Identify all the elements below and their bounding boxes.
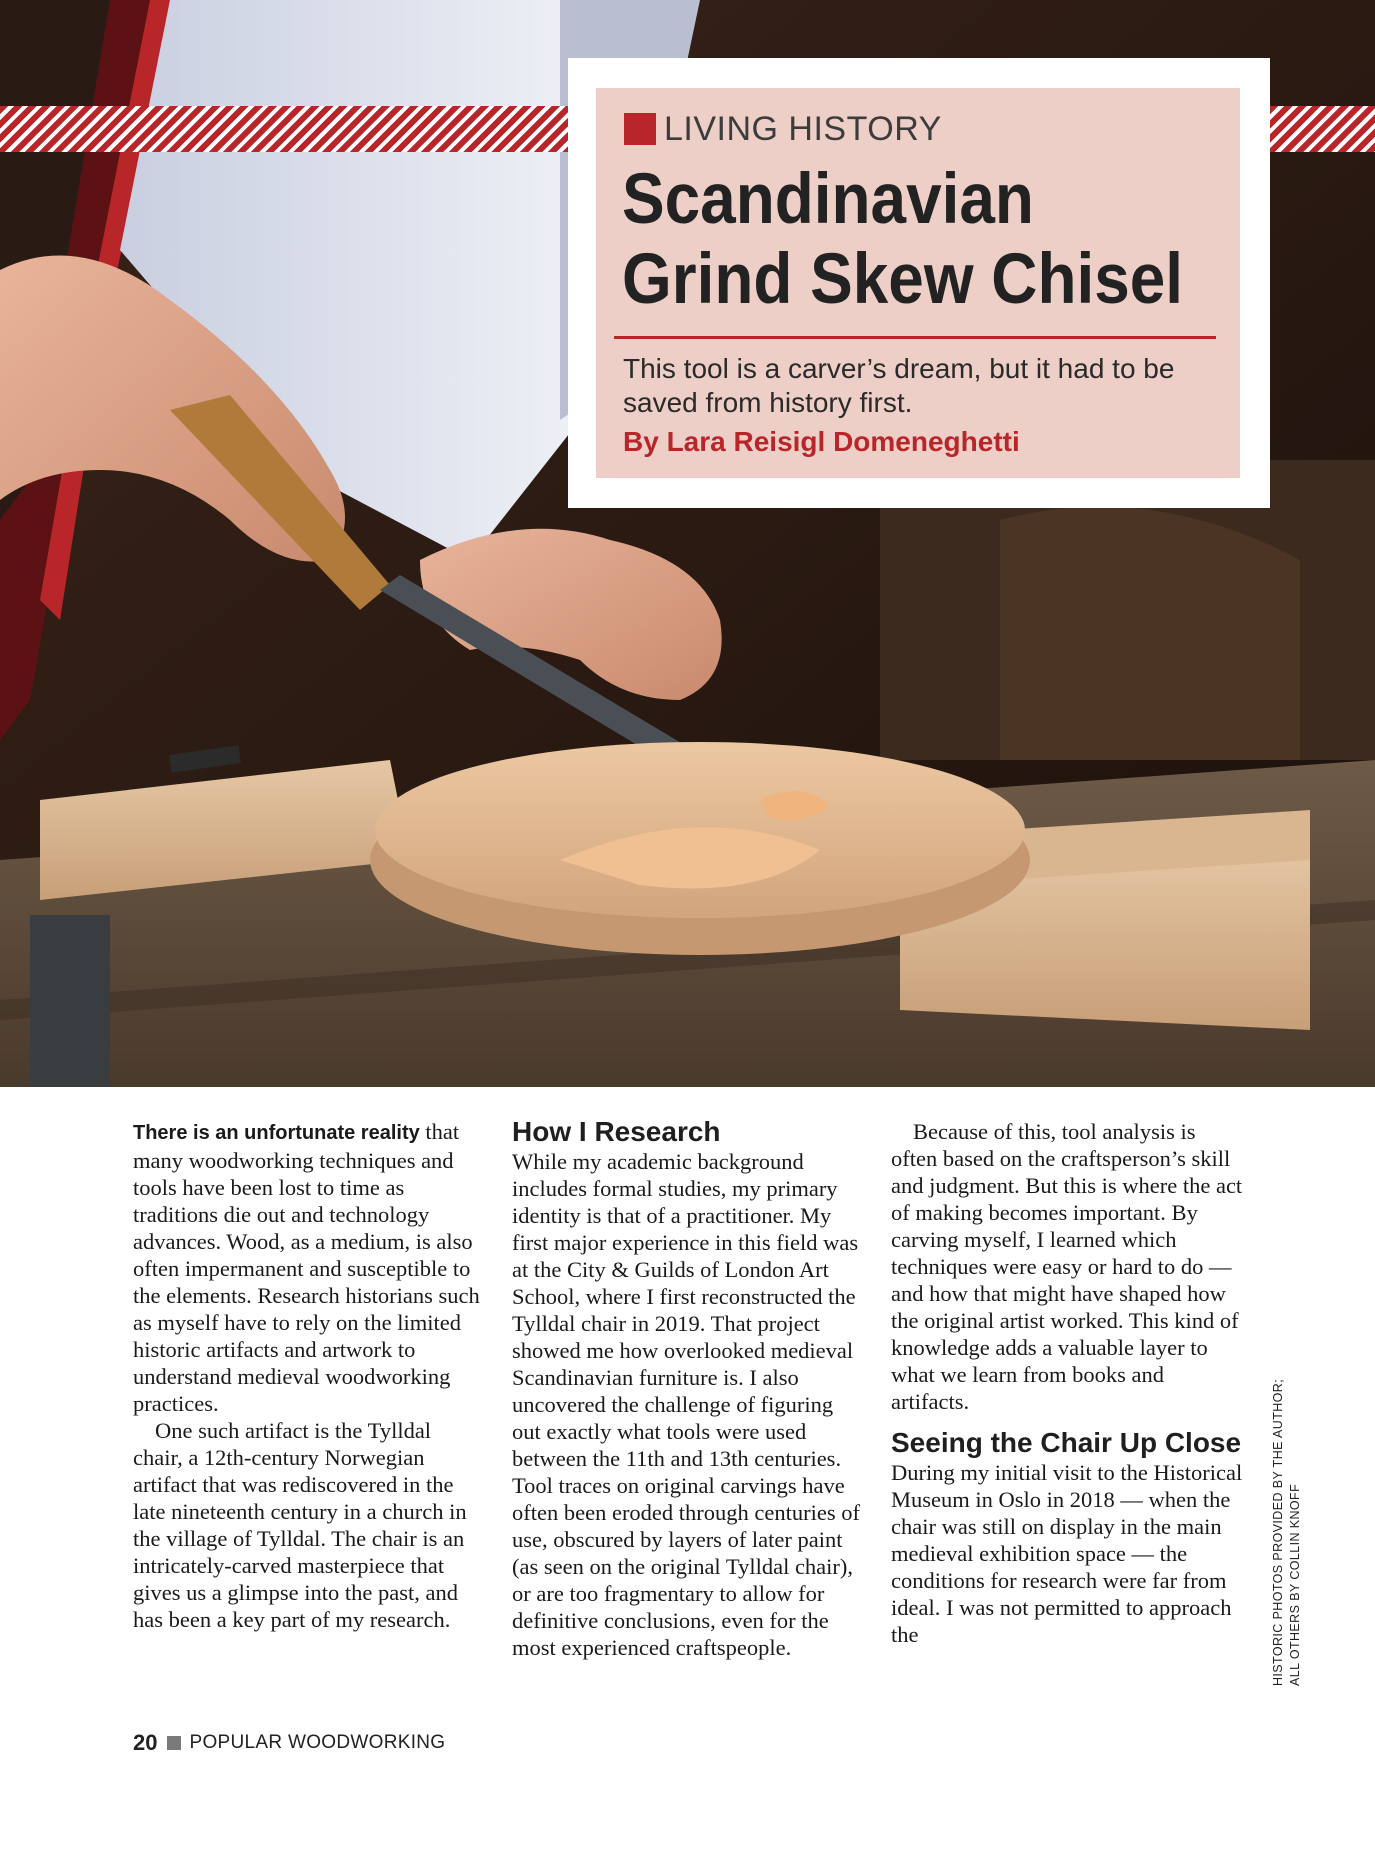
article-headline xyxy=(622,160,1184,320)
article-dek: This tool is a carver’s dream, but it had to be saved from history first. xyxy=(623,353,1175,418)
magazine-name: POPULAR WOODWORKING xyxy=(189,1732,446,1753)
section-kicker xyxy=(624,109,942,148)
title-divider xyxy=(614,336,1216,339)
column3-paragraph-2: During my initial visit to the Historical Museum in Oslo in 2018 — when the chair was still on display in the main medieval exhibition space — the conditions for research were far from ideal. I was not permitted to approach the xyxy=(891,1460,1243,1647)
headline-line-1: Scandinavian xyxy=(622,160,1034,239)
photo-credit xyxy=(1270,1379,1304,1686)
photo-credit-line-2: ALL OTHERS BY COLLIN KNOFF xyxy=(1288,1483,1302,1686)
article-byline: By Lara Reisigl Domeneghetti xyxy=(623,426,1020,457)
page-number: 20 xyxy=(133,1730,158,1755)
body-column-1 xyxy=(133,1118,485,1633)
column3-paragraph-1: Because of this, tool analysis is often based on the craftsperson’s skill and judgment. But this is where the act of making becomes important. By carving myself, I learned which techniques were easy or hard to do — and how that might have shaped how the original artist worked. This kind of knowledge adds a valuable layer to what we learn from books and artifacts. xyxy=(891,1119,1243,1414)
chair-rail xyxy=(1000,507,1300,760)
photo-credit-line-1: HISTORIC PHOTOS PROVIDED BY THE AUTHOR; xyxy=(1271,1378,1285,1686)
column1-paragraph-2: One such artifact is the Tylldal chair, a 12th-century Norwegian artifact that was rediscovered in the late nineteenth century in a church in the village of Tylldal. The chair is an intricately-carved masterpiece that gives us a glimpse into the past, and has been a key part of my research. xyxy=(133,1418,467,1632)
column2-paragraph-1: While my academic background includes formal studies, my primary identity is that of a practitioner. My first major experience in this field was at the City & Guilds of London Art School, where I first reconstructed the Tylldal chair in 2019. That project showed me how overlooked medieval Scandinavian furniture is. I also uncovered the challenge of figuring out exactly what tools were used between the 11th and 13th centuries. Tool traces on original carvings have often been eroded through centuries of use, obscured by layers of later paint (as seen on the original Tylldal chair), or are too fragmentary to allow for definitive conclusions, even for the most experienced craftspeople. xyxy=(512,1149,860,1660)
kicker-square-icon xyxy=(624,113,656,145)
headline-line-2: Grind Skew Chisel xyxy=(622,240,1184,319)
kicker-label: LIVING HISTORY xyxy=(664,109,942,148)
subhead-how-i-research: How I Research xyxy=(512,1116,721,1147)
body-column-3 xyxy=(891,1118,1247,1648)
page-folio xyxy=(133,1730,445,1756)
column1-paragraph-1 xyxy=(133,1118,485,1417)
subhead-seeing-the-chair: Seeing the Chair Up Close xyxy=(891,1427,1242,1458)
stripe-band-right xyxy=(1270,106,1375,152)
folio-square-icon xyxy=(167,1736,181,1750)
metal-block xyxy=(30,915,110,1087)
column1-text-1: that many woodworking techniques and tools have been lost to time as traditions die out and technology advances. Wood, as a medium, is also often impermanent and susceptible to the elements. Research historians such as myself have to rely on the limited historic artifacts and artwork to understand medieval woodworking practices. xyxy=(133,1119,480,1416)
stripe-band-left xyxy=(0,106,568,152)
lead-in: There is an unfortunate reality xyxy=(133,1122,420,1144)
body-column-2 xyxy=(512,1118,867,1661)
